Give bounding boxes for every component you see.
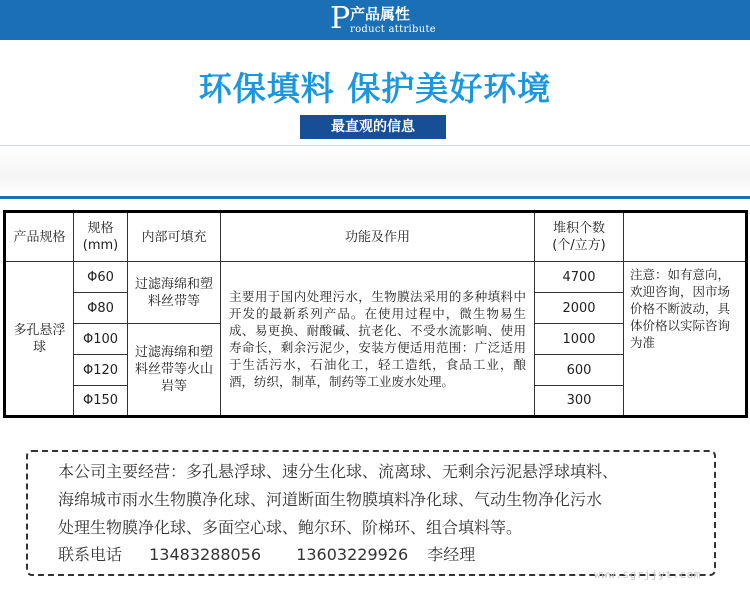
header-volume-line2: (个/立方) (552, 238, 606, 253)
note-cell (624, 262, 745, 415)
size-value: Φ120 (82, 362, 119, 378)
logo-letter: P (330, 1, 351, 36)
header-size (74, 213, 128, 262)
section-title (330, 2, 470, 40)
header-filler-text: 内部可填充 (141, 229, 207, 245)
business-line: 海绵城市雨水生物膜净化球、河道断面生物膜填料净化球、气动生物净化污水 (58, 490, 603, 509)
volume-cell (535, 324, 624, 355)
volume-value: 1000 (562, 331, 596, 347)
header-product-spec (6, 213, 74, 262)
header-volume (535, 213, 624, 262)
volume-cell (535, 386, 624, 415)
contact-person: 李经理 (427, 545, 476, 564)
filler-text: 过滤海绵和塑料丝带等 (134, 276, 213, 309)
product-table (3, 210, 748, 418)
header-filler (128, 213, 221, 262)
section-title-cn: 产品属性 (350, 5, 411, 23)
header-function-text: 功能及作用 (344, 229, 410, 245)
header-volume-line1: 堆积个数 (552, 221, 605, 236)
volume-cell (535, 355, 624, 386)
header-product-spec-text: 产品规格 (13, 229, 66, 245)
header-size-line1: 规格 (87, 221, 114, 236)
note-text: 注意：如有意向，欢迎咨询，因市场价格不断波动，具体价格以实际咨询为准 (630, 267, 731, 350)
phone-number: 13483288056 (149, 545, 262, 564)
filler-cell (128, 262, 221, 324)
slogan-tag: 最直观的信息 (300, 115, 446, 139)
filler-cell (128, 324, 221, 415)
volume-value: 2000 (562, 300, 596, 316)
product-name: 多孔悬浮球 (13, 322, 66, 355)
function-text: 主要用于国内处理污水，生物膜法采用的多种填料中开发的最新系列产品。在使用过程中，微生物易生成、易更换、耐酸碱、抗老化、不受水流影响、使用寿命长，剩余污泥少，安装方便适用范围：广泛适用于生活污水，石油化工，轻工造纸，食品工业，酿酒，纺织，制革，制药等工业废水处理。 (229, 288, 526, 389)
header-size-line2: (mm) (82, 238, 119, 253)
size-cell (74, 355, 128, 386)
section-title-en: roduct attribute (350, 24, 436, 35)
business-line: 本公司主要经营：多孔悬浮球、速分生化球、流离球、无剩余污泥悬浮球填料、 (58, 462, 619, 481)
size-value: Φ150 (82, 393, 119, 408)
volume-value: 600 (566, 362, 592, 378)
contact-label: 联系电话 (58, 545, 123, 564)
header-function (221, 213, 535, 262)
size-cell (74, 324, 128, 355)
header-blank (624, 213, 745, 262)
phone-number: 13603229926 (296, 545, 409, 564)
watermark: www.sgrjjyt.com (594, 568, 701, 581)
volume-value: 4700 (562, 269, 596, 285)
function-cell (221, 262, 535, 415)
size-cell (74, 386, 128, 415)
contact-line (58, 545, 475, 565)
volume-cell (535, 262, 624, 293)
product-name-cell (6, 262, 74, 415)
size-cell (74, 293, 128, 324)
size-value: Φ80 (87, 300, 114, 316)
volume-value: 300 (566, 393, 592, 408)
business-line: 处理生物膜净化球、多面空心球、鲍尔环、阶梯环、组合填料等。 (58, 518, 523, 537)
gradient-band (0, 146, 750, 196)
size-cell (74, 262, 128, 293)
filler-text: 过滤海绵和塑料丝带等火山岩等 (134, 345, 213, 394)
volume-cell (535, 293, 624, 324)
divider-blue (0, 196, 750, 199)
slogan-heading: 环保填料 保护美好环境 (198, 69, 552, 108)
size-value: Φ60 (87, 269, 114, 285)
size-value: Φ100 (82, 331, 119, 347)
